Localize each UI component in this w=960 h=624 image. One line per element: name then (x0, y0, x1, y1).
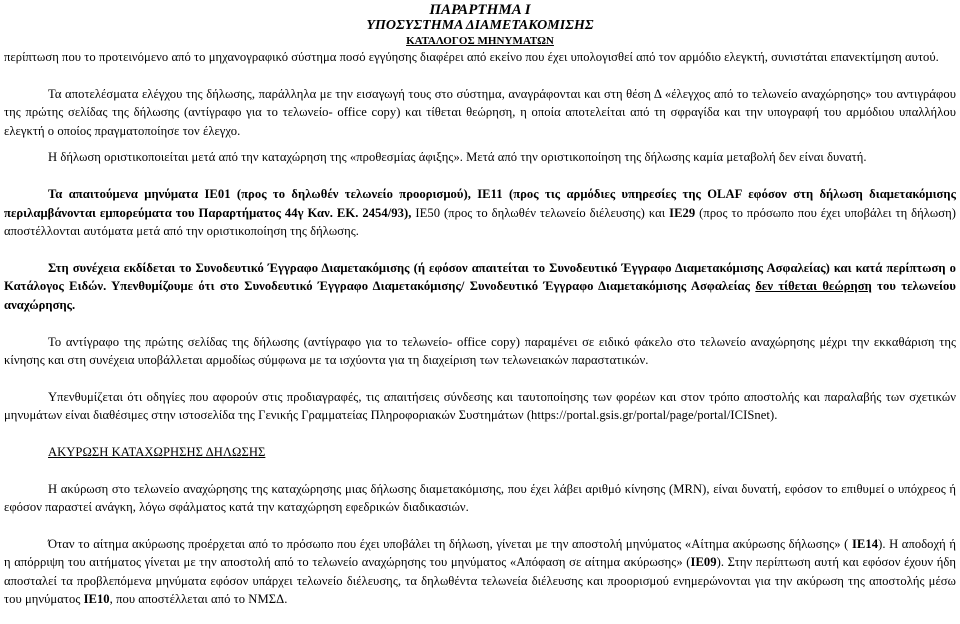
message-ie09: ΙΕ09 (690, 555, 717, 570)
paragraph-cancellation-request (4, 535, 956, 609)
required-messages-text-1: ΙΕ50 (προς το δηλωθέν τελωνείο διέλευσης) και (411, 205, 670, 220)
paragraph-cancellation: Η ακύρωση στο τελωνείο αναχώρησης της καταχώρησης μιας δήλωσης διαμετακόμισης, που έχει λάβει αριθμό κίνησης (MRN), είναι δυνατή, εφόσον το επιθυμεί ο υπόχρεος ή εφόσον παραστεί ανάγκη, λόγω σφάλματος κατά την καταχώρηση εφεδρικών διαδικασιών. (4, 481, 956, 515)
annex-title: ΠΑΡΑΡΤΗΜΑ Ι (429, 2, 531, 18)
paragraph-transit-document (4, 259, 956, 315)
message-ie29: ΙΕ29 (669, 205, 696, 220)
transit-document-text-2: του τελωνείου αναχώρησης. (4, 279, 956, 312)
required-messages-text-2: (προς το πρόσωπο που έχει υποβάλει τη δήλωση) αποστέλλονται αυτόματα μετά από την οριστικοποίηση της δήλωσης. (4, 205, 956, 239)
paragraph-office-copy: Το αντίγραφο της πρώτης σελίδας της δήλωσης (αντίγραφο για το τελωνείο- office copy) παραμένει σε ειδικό φάκελο στο τελωνείο αναχώρησης μέχρι την εκκαθάριση της κίνησης και στη συνέχεια υποβάλλεται αρμοδίως σύμφωνα με τα ισχύοντα για τη διαχείριση των τελωνειακών παραστατικών. (4, 334, 956, 368)
paragraph-required-messages (4, 185, 956, 241)
message-ie14: ΙΕ14 (851, 536, 879, 551)
transit-document-text-1: Στη συνέχεια εκδίδεται το Συνοδευτικό Έγγραφο Διαμετακόμισης (ή εφόσον απαιτείται το Συνοδευτικό Έγγραφο Διαμετακόμισης Ασφαλείας) και κατά περίπτωση ο Κατάλογος Ειδών. Υπενθυμίζουμε ότι στο Συνοδευτικό Έγγραφο Διαμετακόμισης/ Συνοδευτικό Έγγραφο Διαμετακόμισης Ασφαλείας (4, 260, 956, 294)
cancellation-request-text-4: , που αποστέλλεται από το ΝΜΣΔ. (109, 592, 288, 607)
paragraph-control-results: Τα αποτελέσματα ελέγχου της δήλωσης, παράλληλα με την εισαγωγή τους στο σύστημα, αναγράφονται και στη θέση Δ «έλεγχος από το τελωνείο αναχώρησης» του αντιγράφου της πρώτης σελίδας της δήλωσης (αντίγραφο για το τελωνείο- office copy) και τίθεται θεώρηση, η οποία αποτελείται από τη σφραγίδα και την υπογραφή του αρμόδιου υπαλλήλου ελεγκτή ο οποίος πραγματοποίησε τον έλεγχο. (4, 86, 956, 138)
transit-document-no-endorsement: δεν τίθεται θεώρηση (755, 279, 872, 294)
cancellation-section-title: ΑΚΥΡΩΣΗ ΚΑΤΑΧΩΡΗΣΗΣ ΔΗΛΩΣΗΣ (48, 444, 266, 459)
cancellation-request-text-1: Όταν το αίτημα ακύρωσης προέρχεται από το πρόσωπο που έχει υποβάλει τη δήλωση, γίνεται με την αποστολή μηνύματος «Αίτημα ακύρωσης δήλωσης» ( (48, 536, 852, 551)
paragraph-continuation: περίπτωση που το προτεινόμενο από το μηχανογραφικό σύστημα ποσό εγγύησης διαφέρει από εκείνο που έχει υπολογισθεί από τον αρμόδιο ελεγκτή, συνιστάται επανεκτίμηση αυτού. (4, 50, 939, 64)
message-ie10: ΙΕ10 (83, 592, 110, 607)
section-title: ΚΑΤΑΛΟΓΟΣ ΜΗΝΥΜΑΤΩΝ (406, 35, 554, 47)
document-header (4, 2, 956, 48)
cancellation-request-text-2: ). Η αποδοχή ή η απόρριψη του αιτήματος γίνεται με την αποστολή από το τελωνείο αναχώρησης του μηνύματος «Απόφαση σε αίτημα ακύρωσης» ( (4, 536, 956, 570)
cancellation-request-text-3: ). Στην περίπτωση αυτή και εφόσον έχουν ήδη αποσταλεί τα προβλεπόμενα μηνύματα εφόσον υπάρχει τελωνείο διέλευσης, τα δηλωθέντα τελωνεία διέλευσης και προορισμού ενημερώνονται για την ακύρωση της αποστολής μέσω του μηνύματος (4, 555, 956, 607)
subsystem-title: ΥΠΟΣΥΣΤΗΜΑ ΔΙΑΜΕΤΑΚΟΜΙΣΗΣ (366, 18, 594, 33)
paragraph-guidelines: Υπενθυμίζεται ότι οδηγίες που αφορούν στις προδιαγραφές, τις απαιτήσεις σύνδεσης και ταυτοποίησης των φορέων και στον τρόπο αποστολής και παραλαβής των σχετικών μηνυμάτων είναι διαθέσιμες στην ιστοσελίδα της Γενικής Γραμματείας Πληροφοριακών Συστημάτων (https://portal.gsis.gr/portal/page/portal/ICISnet). (4, 389, 956, 423)
paragraph-finalization: Η δήλωση οριστικοποιείται μετά από την καταχώρηση της «προθεσμίας άφιξης». Μετά από την οριστικοποίηση της δήλωσης καμία μεταβολή δεν είναι δυνατή. (48, 150, 867, 165)
required-messages-bold: Τα απαιτούμενα μηνύματα ΙΕ01 (προς το δηλωθέν τελωνείο προορισμού), ΙΕ11 (προς τις αρμόδιες υπηρεσίες της OLAF εφόσον στη δήλωση διαμετακόμισης περιλαμβάνονται εμπορεύματα του Παραρτήματος 44γ Καν. ΕΚ. 2454/93), (4, 186, 956, 220)
